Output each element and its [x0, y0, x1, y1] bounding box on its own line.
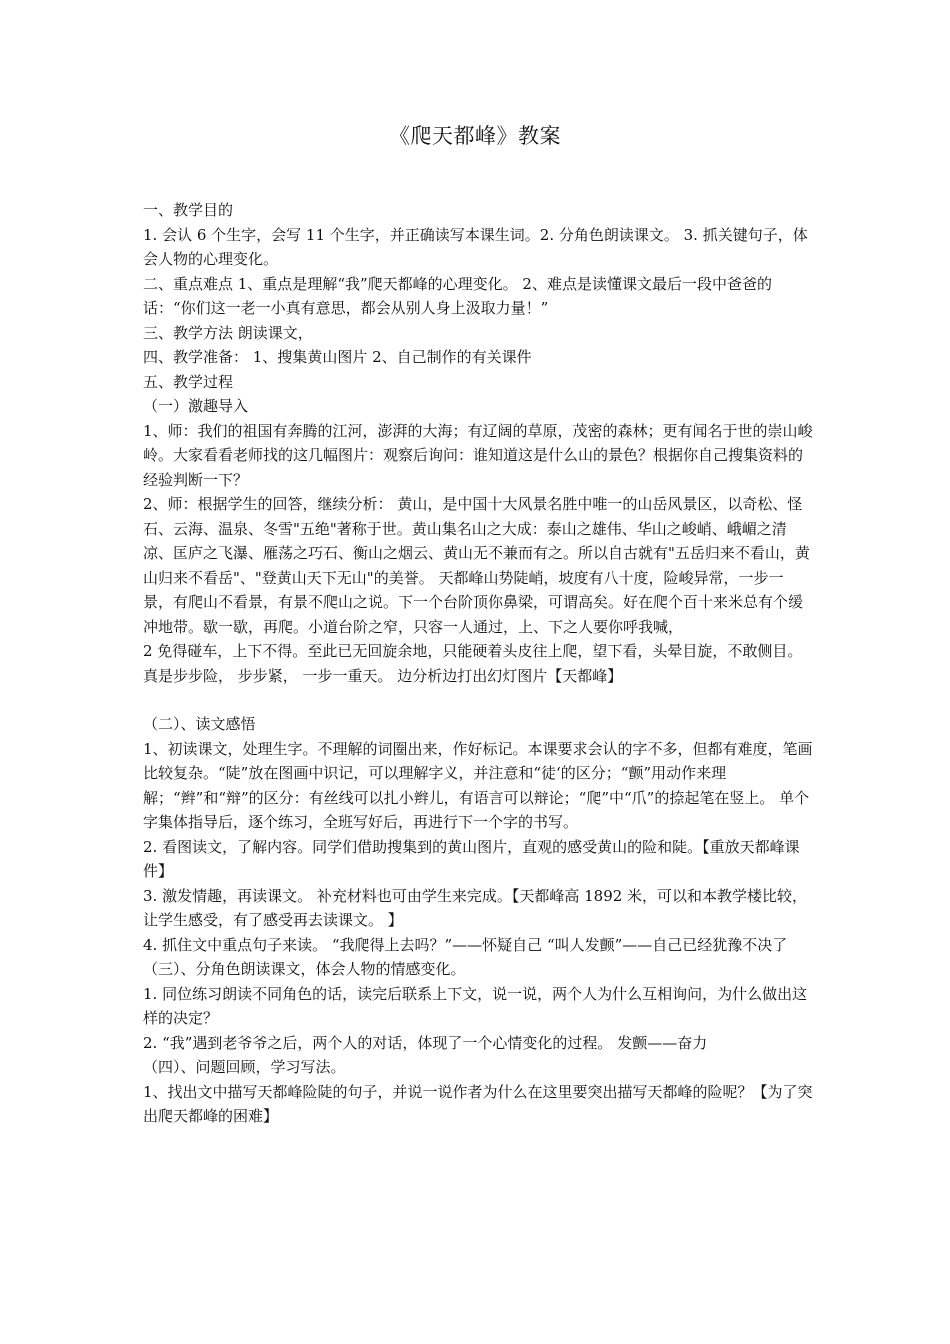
subsection-heading-roles: （三）、分角色朗读课文，体会人物的情感变化。: [143, 960, 466, 978]
section-heading-process: 五、教学过程: [143, 372, 234, 391]
intro-paragraph-1: 1、师：我们的祖国有奔腾的江河，澎湃的大海；有辽阔的草原，茂密的森林；更有闻名于世的崇山峻岭。大家看看老师找的这几幅图片：观察后询问：谁知道这是什么山的景色？根据你自己搜集资料的经验判断一下？: [143, 421, 813, 489]
roles-paragraph-1: 1. 同位练习朗读不同角色的话，读完后联系上下文，说一说，两个人为什么互相询问，为什么做出这样的决定？: [143, 984, 808, 1027]
reading-paragraph-3: 3. 激发情趣，再读课文。 补充材料也可由学生来完成。【天都峰高 1892 米，可以和本教学楼比较，让学生感受，有了感受再去读课文。 】: [143, 886, 808, 929]
section-heading-objectives: 一、教学目的: [143, 201, 234, 219]
teaching-method-text: 三、教学方法 朗读课文，: [143, 323, 313, 342]
subsection-heading-reading: （二）、读文感悟: [143, 715, 256, 733]
document-title: 《爬天都峰》教案: [389, 124, 561, 148]
key-points-text: 二、重点难点 1、重点是理解“我”爬天都峰的心理变化。 2、难点是读懂课文最后一段中爸爸的话：“你们这一老一小真有意思，都会从别人身上汲取力量！”: [143, 274, 772, 317]
roles-paragraph-2: 2. “我”遇到老爷爷之后，两个人的对话，体现了一个心情变化的过程。 发颤——奋力: [143, 1033, 708, 1052]
reading-paragraph-1: 1、初读课文，处理生字。不理解的词圈出来，作好标记。本课要求会认的字不多，但都有难度，笔画比较复杂。“陡”放在图画中识记，可以理解字义，并注意和“徒‘的区分；“颤”用动作来理解；“辫”和“辩”的区分：有丝线可以扎小辫儿，有语言可以辩论；“爬”中“爪”的捺起笔在竖上。 单个字集体指导后，逐个练习，全班写好后，再进行下一个字的书写。: [143, 739, 813, 831]
teaching-preparation-text: 四、教学准备： 1、搜集黄山图片 2、自己制作的有关课件: [143, 348, 532, 366]
objectives-text: 1. 会认 6 个生字，会写 11 个生字，并正确读写本课生词。2. 分角色朗读课文。 3. 抓关键句子，体会人物的心理变化。: [143, 225, 808, 268]
subsection-heading-intro: （一）激趣导入: [143, 397, 249, 415]
intro-paragraph-2: 2、师：根据学生的回答，继续分析： 黄山，是中国十大风景名胜中唯一的山岳风景区，以奇松、怪石、云海、温泉、冬雪"五绝"著称于世。黄山集名山之大成：泰山之雄伟、华山之峻峭、峨嵋之清凉、匡庐之飞瀑、雁荡之巧石、衡山之烟云、黄山无不兼而有之。所以自古就有"五岳归来不看山，黄山归来不看岳"、"登黄山天下无山"的美誉。 天都峰山势陡峭，坡度有八十度，险峻异常，一步一景，有爬山不看景，有景不爬山之说。下一个台阶顶你鼻梁，可谓高矣。好在爬个百十来米总有个缓冲地带。歇一歇，再爬。小道台阶之窄，只容一人通过，上、下之人要你呼我喊，: [143, 495, 810, 636]
review-paragraph-1: 1、找出文中描写天都峰险陡的句子，并说一说作者为什么在这里要突出描写天都峰的险呢？【为了突出爬天都峰的困难】: [143, 1082, 813, 1125]
subsection-heading-review: （四）、问题回顾，学习写法。: [143, 1058, 346, 1076]
reading-paragraph-2: 2. 看图读文，了解内容。同学们借助搜集到的黄山图片，直观的感受黄山的险和陡。【重放天都峰课件】: [143, 837, 800, 880]
blank-line: [143, 688, 813, 712]
document-body: [143, 198, 813, 1129]
intro-paragraph-3: 2 免得碰车，上下不得。至此已无回旋余地，只能硬着头皮往上爬，望下看，头晕目旋，不敢侧目。 真是步步险， 步步紧， 一步一重天。 边分析边打出幻灯图片【天都峰】: [143, 642, 803, 685]
reading-paragraph-4: 4. 抓住文中重点句子来读。 “我爬得上去吗？”——怀疑自己 “叫人发颤”——自己已经犹豫不决了: [143, 935, 788, 954]
